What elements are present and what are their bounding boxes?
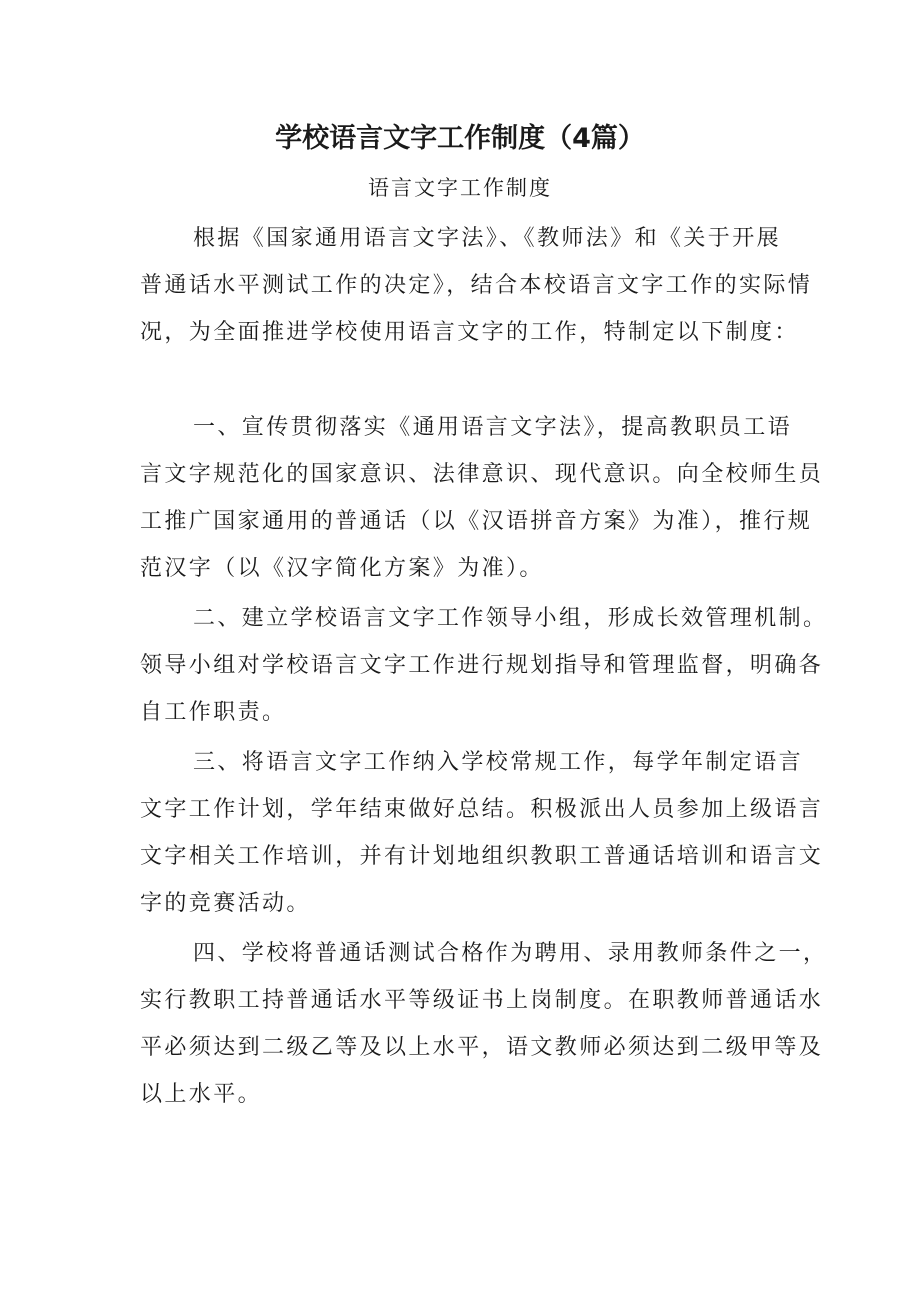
document-subtitle: 语言文字工作制度	[368, 176, 552, 200]
section-2-line: 领导小组对学校语言文字工作进行规划指导和管理监督，明确各	[140, 653, 824, 678]
section-2-line: 自工作职责。	[140, 700, 287, 725]
section-1-line: 言文字规范化的国家意识、法律意识、现代意识。向全校师生员	[140, 462, 824, 487]
section-1-line: 范汉字（以《汉字简化方案》为准）。	[140, 556, 544, 581]
document-title: 学校语言文字工作制度（4篇）	[275, 123, 645, 154]
section-4-line: 四、学校将普通话测试合格作为聘用、录用教师条件之一，	[193, 941, 828, 966]
section-3-line: 文字工作计划，学年结束做好总结。积极派出人员参加上级语言	[140, 797, 824, 822]
section-1-line: 工推广国家通用的普通话（以《汉语拼音方案》为准），推行规	[140, 509, 813, 534]
intro-line: 普通话水平测试工作的决定》，结合本校语言文字工作的实际情	[140, 273, 813, 298]
section-4-line: 实行教职工持普通话水平等级证书上岗制度。在职教师普通话水	[140, 988, 824, 1013]
section-3-line: 字的竞赛活动。	[140, 891, 311, 916]
section-2-line: 二、建立学校语言文字工作领导小组，形成长效管理机制。	[193, 606, 828, 631]
intro-line: 根据《国家通用语言文字法》、《教师法》和《关于开展	[193, 226, 782, 251]
intro-line: 况，为全面推进学校使用语言文字的工作，特制定以下制度：	[140, 320, 799, 345]
section-1-line: 一、宣传贯彻落实《通用语言文字法》，提高教职员工语	[193, 415, 793, 440]
section-3-line: 文字相关工作培训，并有计划地组织教职工普通话培训和语言文	[140, 844, 824, 869]
section-4-line: 以上水平。	[140, 1082, 263, 1107]
section-4-line: 平必须达到二级乙等及以上水平，语文教师必须达到二级甲等及	[140, 1035, 824, 1060]
section-3-line: 三、将语言文字工作纳入学校常规工作，每学年制定语言	[193, 750, 804, 775]
